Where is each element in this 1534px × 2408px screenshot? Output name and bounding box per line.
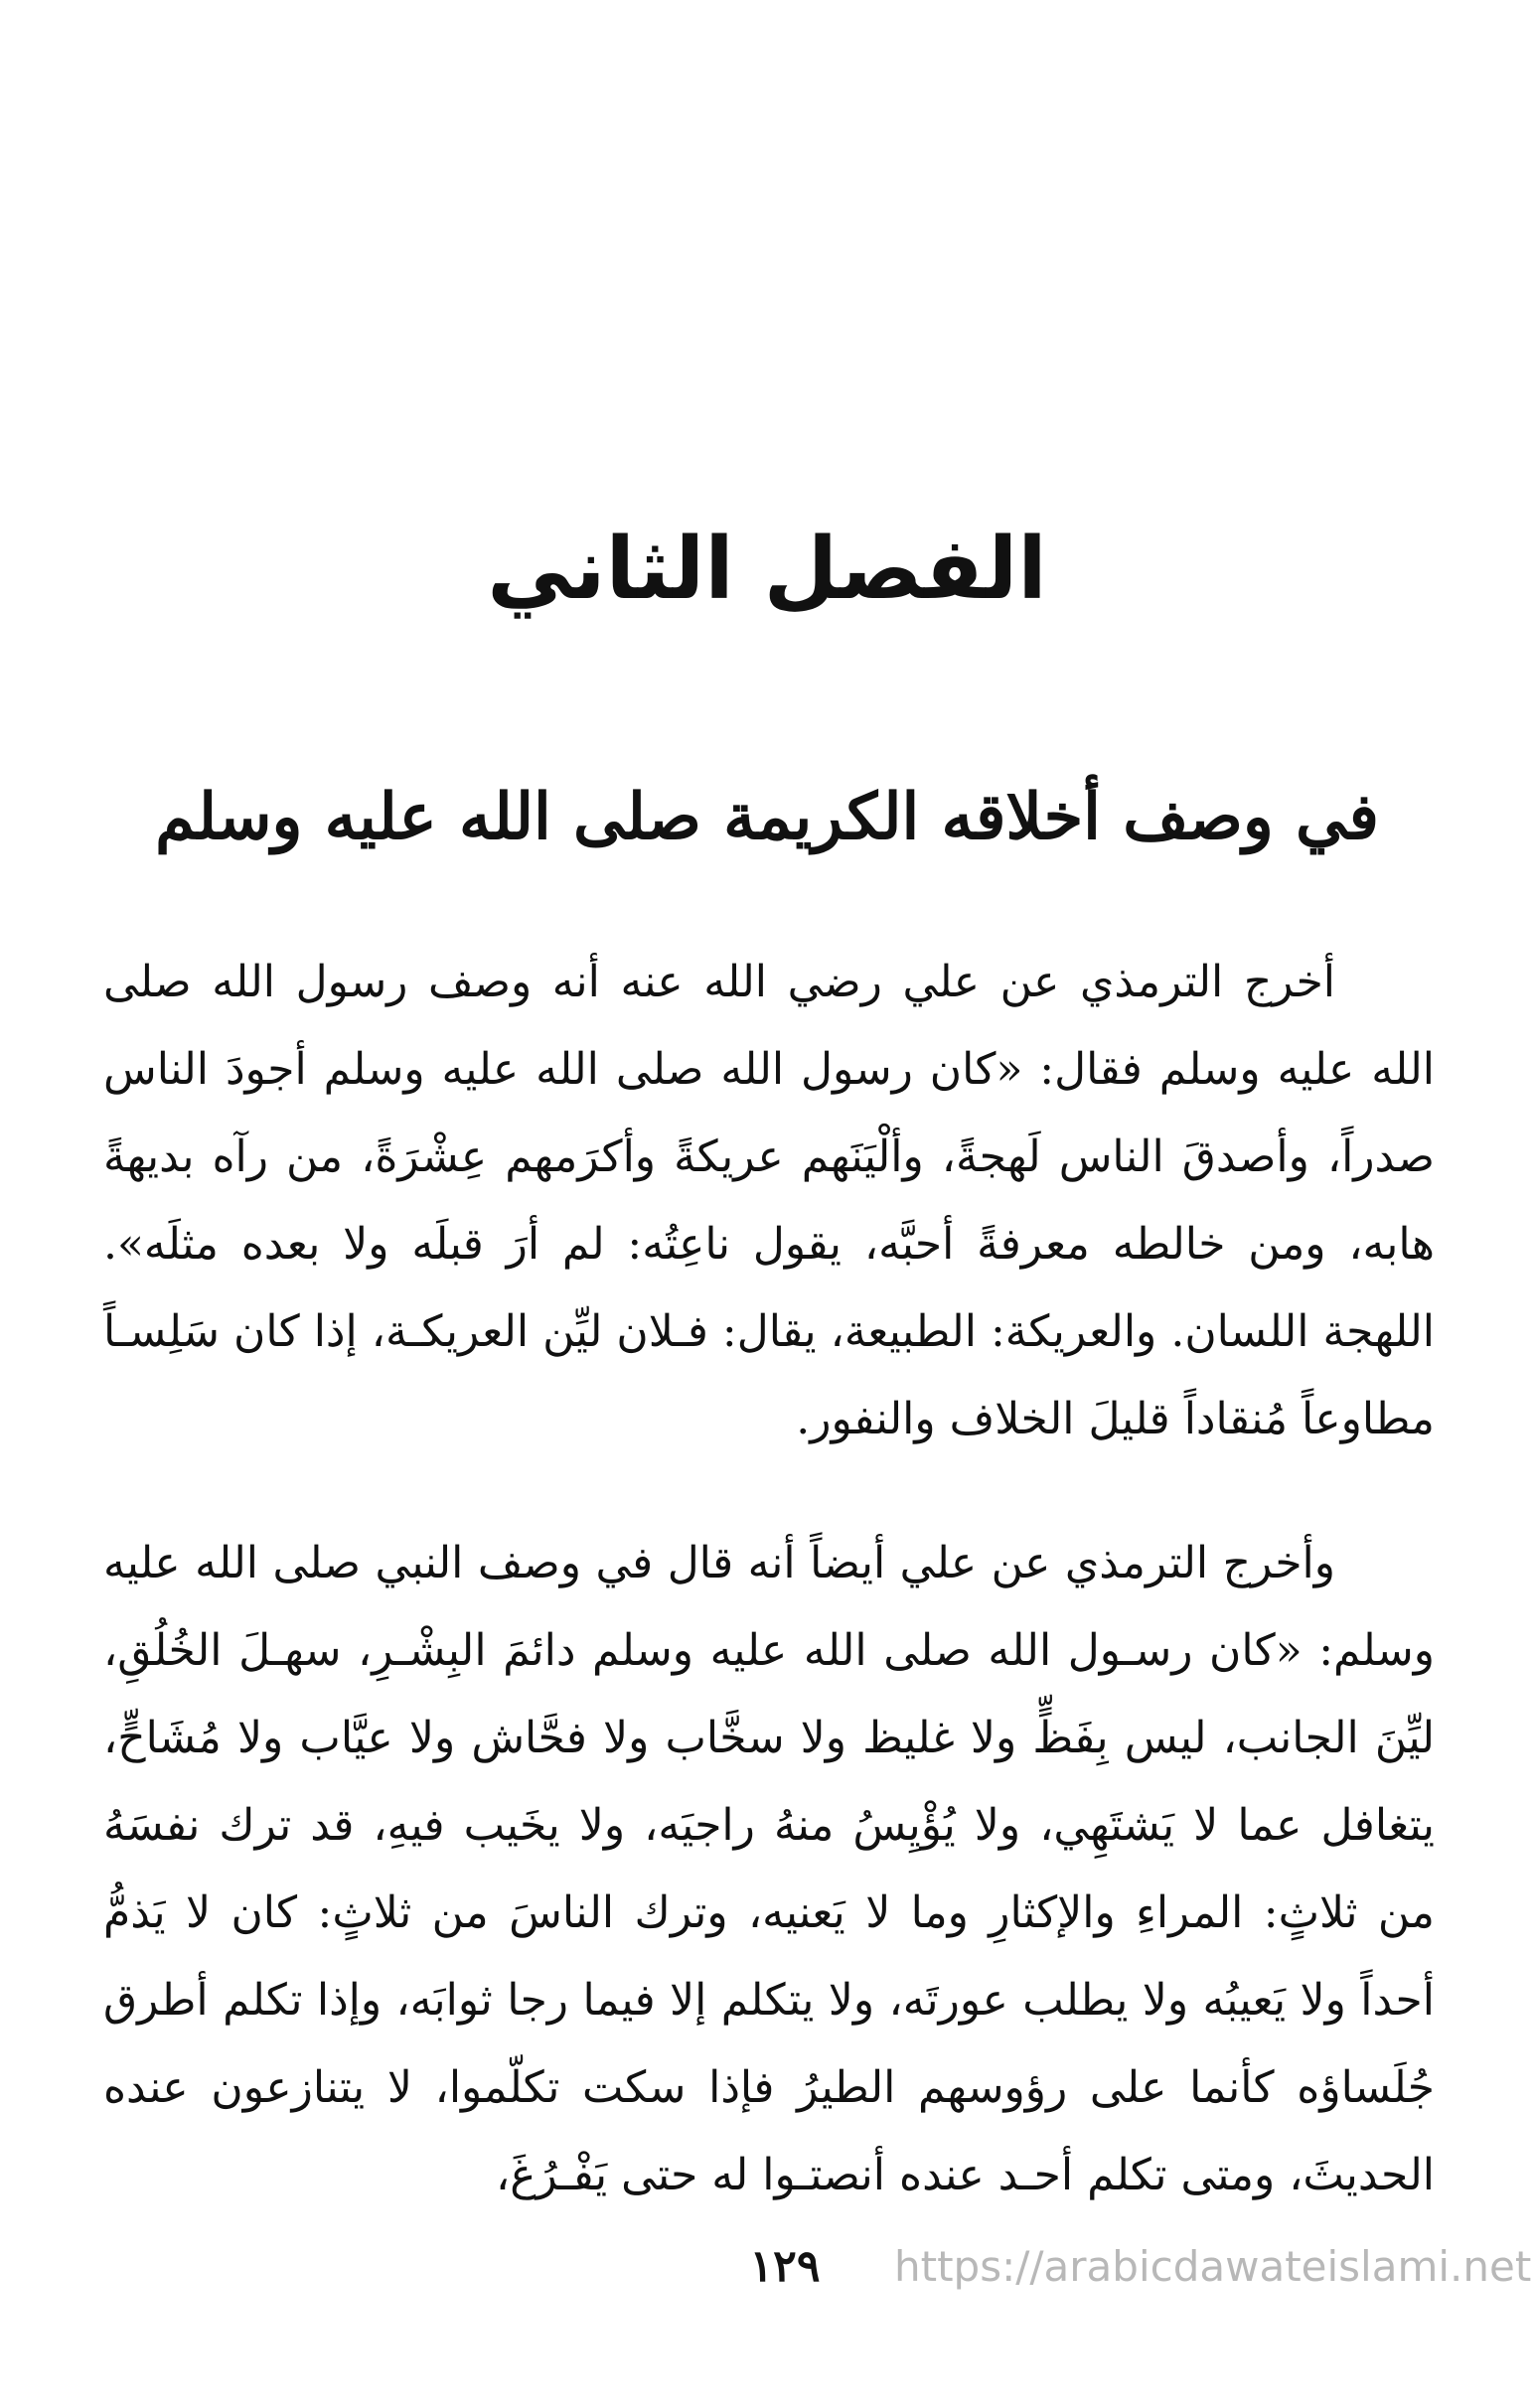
paragraph-2: وأخرج الترمذي عن علي أيضاً أنه قال في وصف النبي صلى الله عليه وسلم: «كان رسـول الله صلى الله عليه وسلم دائمَ البِشْـرِ، سهـلَ الخُلُقِ، ليِّنَ الجانب، ليس بِفَظٍّ ولا غليظ ولا سخَّاب ولا فحَّاش ولا عيَّاب ولا مُشَاحٍّ، يتغافل عما لا يَشتَهِي، ولا يُؤْيِسُ منهُ راجيَه، ولا يخَيب فيهِ، قد ترك نفسَهُ من ثلاثٍ: المراءِ والإكثارِ وما لا يَعنيه، وترك الناسَ من ثلاثٍ: كان لا يَذمُّ أحداً ولا يَعيبُه ولا يطلب عورتَه، ولا يتكلم إلا فيما رجا ثوابَه، وإذا تكلم أطرق جُلَساؤه كأنما على رؤوسهم الطيرُ فإذا سكت تكلّموا، لا يتنازعون عنده الحديثَ، ومتى تكلم أحـد عنده أنصتـوا له حتى يَفْـرُغَ، [103, 1538, 1435, 2200]
chapter-title: الفصل الثاني [487, 519, 1047, 619]
page-number: ١٢٩ [749, 2241, 821, 2292]
chapter-subtitle: في وصف أخلاقه الكريمة صلى الله عليه وسلم [155, 780, 1379, 855]
source-watermark: https://arabicdawateislami.net [894, 2242, 1532, 2291]
paragraph-1: أخرج الترمذي عن علي رضي الله عنه أنه وصف رسول الله صلى الله عليه وسلم فقال: «كان رسول الله صلى الله عليه وسلم أجودَ الناس صدراً، وأصدقَ الناس لَهجةً، وألْيَنَهم عريكةً وأكرَمهم عِشْرَةً، من رآه بديهةً هابه، ومن خالطه معرفةً أحبَّه، يقول ناعِتُه: لم أرَ قبلَه ولا بعده مثلَه». اللهجة اللسان. والعريكة: الطبيعة، يقال: فـلان ليِّن العريكـة، إذا كان سَلِسـاً مطاوعاً مُنقاداً قليلَ الخلاف والنفور. [103, 957, 1435, 1444]
